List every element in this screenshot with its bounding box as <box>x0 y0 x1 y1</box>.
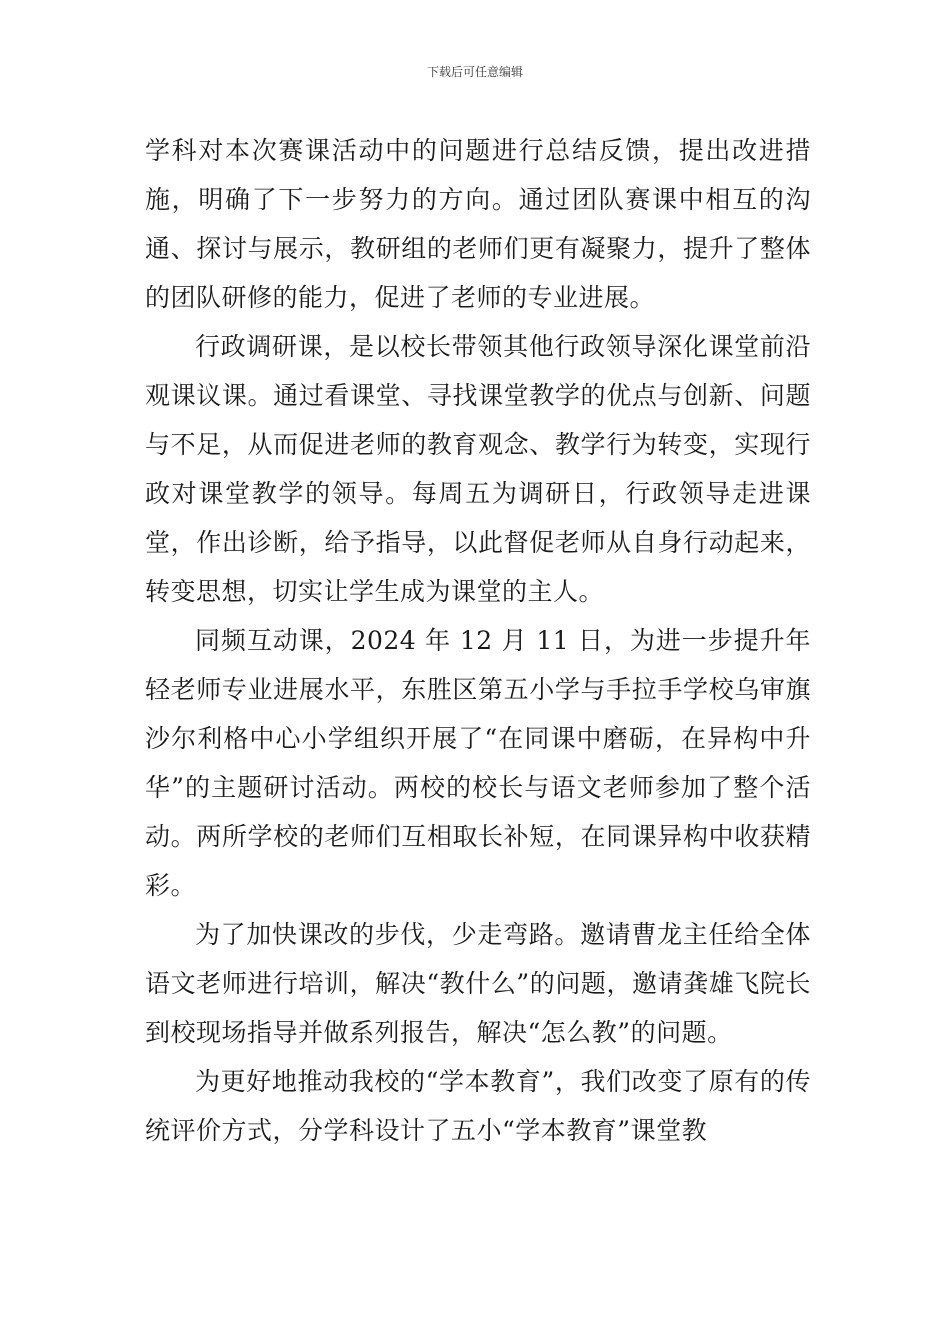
paragraph-interactive-class: 同频互动课，2024 年 12 月 11 日，为进一步提升年轻老师专业进展水平，东胜区第五小学与手拉手学校乌审旗沙尔利格中心小学组织开展了“在同课中磨砺，在异构中升华”的主题研讨活动。两校的校长与语文老师参加了整个活动。两所学校的老师们互相取长补短，在同课异构中收获精彩。 <box>145 626 811 900</box>
paragraph-continuation: 学科对本次赛课活动中的问题进行总结反馈，提出改进措施，明确了下一步努力的方向。通过团队赛课中相互的沟通、探讨与展示，教研组的老师们更有凝聚力，提升了整体的团队研修的能力，促进了老师的专业进展。 <box>145 136 811 312</box>
paragraph-curriculum-reform: 为了加快课改的步伐，少走弯路。邀请曹龙主任给全体语文老师进行培训，解决“教什么”的问题，邀请龚雄飞院长到校现场指导并做系列报告，解决“怎么教”的问题。 <box>145 920 811 1047</box>
paragraph-admin-research-class: 行政调研课，是以校长带领其他行政领导深化课堂前沿观课议课。通过看课堂、寻找课堂教学的优点与创新、问题与不足，从而促进老师的教育观念、教学行为转变，实现行政对课堂教学的领导。每周五为调研日，行政领导走进课堂，作出诊断，给予指导，以此督促老师从自身行动起来，转变思想，切实让学生成为课堂的主人。 <box>145 332 811 606</box>
document-body <box>145 126 811 1155</box>
page-header: 下载后可任意编辑 <box>426 65 523 79</box>
paragraph-evaluation-method: 为更好地推动我校的“学本教育”，我们改变了原有的传统评价方式，分学科设计了五小“学本教育”课堂教 <box>145 1067 811 1145</box>
